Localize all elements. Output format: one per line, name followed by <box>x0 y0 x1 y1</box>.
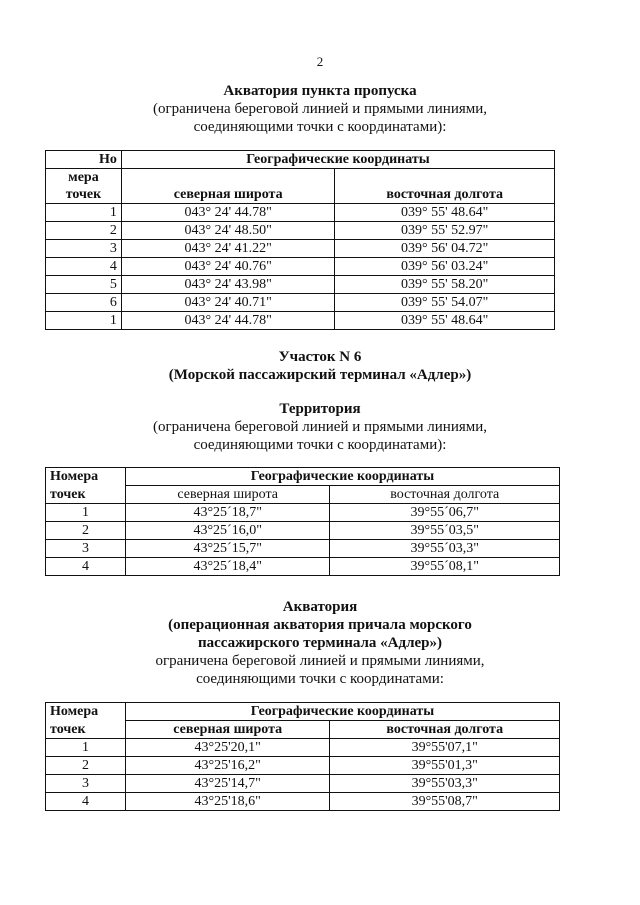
cell-num: 2 <box>46 222 122 240</box>
header-num-line1: Но <box>46 151 122 169</box>
cell-lat: 43°25'14,7" <box>125 775 330 793</box>
cell-lon: 039° 55' 52.97" <box>335 222 555 240</box>
table-row <box>46 312 555 330</box>
cell-num: 1 <box>46 739 126 757</box>
header-lon: восточная долгота <box>335 169 555 204</box>
table-row <box>46 739 560 757</box>
table-row <box>46 222 555 240</box>
section1-title: Акватория пункта пропуска <box>223 83 417 99</box>
header-num-lines <box>46 169 122 204</box>
table-row <box>46 540 560 558</box>
cell-lat: 43°25´18,7" <box>125 504 330 522</box>
coordinates-table-1 <box>45 150 555 330</box>
cell-num: 4 <box>46 558 126 576</box>
cell-lon: 039° 55' 48.64" <box>335 204 555 222</box>
header-lat: северная широта <box>125 721 330 739</box>
table-row <box>46 775 560 793</box>
section2-heading <box>0 348 640 384</box>
header-num-line2: точек <box>46 721 126 739</box>
cell-lon: 039° 55' 58.20" <box>335 276 555 294</box>
header-num-line1: Номера <box>46 468 126 486</box>
section1-subtitle-line2: соединяющими точки с координатами): <box>193 119 447 135</box>
section2-subheading <box>0 400 640 454</box>
header-num-line1: Номера <box>46 703 126 721</box>
cell-lon: 039° 56' 03.24" <box>335 258 555 276</box>
cell-lon: 39°55´08,1" <box>330 558 560 576</box>
table-row <box>46 240 555 258</box>
cell-num: 3 <box>46 540 126 558</box>
cell-num: 1 <box>46 312 122 330</box>
section3-subtitle-line1: ограничена береговой линией и прямыми линиями, <box>155 653 485 669</box>
cell-lat: 43°25'20,1" <box>125 739 330 757</box>
header-group: Географические координаты <box>125 468 559 486</box>
section3-subtitle-line2: соединяющими точки с координатами: <box>196 671 444 687</box>
cell-lat: 043° 24' 44.78" <box>121 204 335 222</box>
coordinates-table-3 <box>45 702 560 811</box>
cell-lon: 39°55'07,1" <box>330 739 560 757</box>
cell-lon: 39°55´06,7" <box>330 504 560 522</box>
cell-lat: 043° 24' 44.78" <box>121 312 335 330</box>
section3-title-line3: пассажирского терминала «Адлер») <box>197 635 443 651</box>
table-row <box>46 204 555 222</box>
cell-num: 3 <box>46 240 122 258</box>
section3-title-line2: (операционная акватория причала морского <box>168 617 472 633</box>
section2-title-line1: Участок N 6 <box>278 349 362 365</box>
section3-heading <box>0 598 640 688</box>
header-num-line2: точек <box>46 486 126 504</box>
header-lat: северная широта <box>121 169 335 204</box>
cell-num: 4 <box>46 258 122 276</box>
cell-num: 1 <box>46 504 126 522</box>
cell-lon: 39°55´03,5" <box>330 522 560 540</box>
cell-lat: 043° 24' 40.76" <box>121 258 335 276</box>
header-group: Географические координаты <box>125 703 559 721</box>
coordinates-table-2 <box>45 467 560 576</box>
table-row <box>46 276 555 294</box>
cell-lat: 043° 24' 48.50" <box>121 222 335 240</box>
header-lon: восточная долгота <box>330 486 560 504</box>
section1-heading <box>0 82 640 136</box>
header-num-line3: точек <box>65 187 102 202</box>
cell-num: 2 <box>46 757 126 775</box>
cell-num: 1 <box>46 204 122 222</box>
header-group: Географические координаты <box>121 151 554 169</box>
header-lon: восточная долгота <box>330 721 560 739</box>
cell-lon: 039° 55' 48.64" <box>335 312 555 330</box>
cell-num: 4 <box>46 793 126 811</box>
cell-lon: 039° 56' 04.72" <box>335 240 555 258</box>
section2-subtitle-line2: соединяющими точки с координатами): <box>193 437 447 453</box>
cell-lon: 39°55'03,3" <box>330 775 560 793</box>
table-row <box>46 504 560 522</box>
section2-title-line2: (Морской пассажирский терминал «Адлер») <box>168 367 472 383</box>
header-lat: северная широта <box>125 486 330 504</box>
table-row <box>46 757 560 775</box>
cell-lat: 043° 24' 40.71" <box>121 294 335 312</box>
cell-num: 3 <box>46 775 126 793</box>
cell-num: 6 <box>46 294 122 312</box>
cell-lat: 43°25´18,4" <box>125 558 330 576</box>
section1-subtitle-line1: (ограничена береговой линией и прямыми линиями, <box>152 101 488 117</box>
cell-lon: 39°55´03,3" <box>330 540 560 558</box>
section2-subtitle-line1: (ограничена береговой линией и прямыми линиями, <box>152 419 488 435</box>
cell-lat: 43°25'18,6" <box>125 793 330 811</box>
table-row <box>46 294 555 312</box>
page-number: 2 <box>316 54 324 69</box>
table-row <box>46 522 560 540</box>
cell-lon: 39°55'01,3" <box>330 757 560 775</box>
table-row <box>46 558 560 576</box>
cell-lat: 43°25´16,0" <box>125 522 330 540</box>
cell-lon: 39°55'08,7" <box>330 793 560 811</box>
cell-lat: 43°25'16,2" <box>125 757 330 775</box>
cell-num: 2 <box>46 522 126 540</box>
cell-lat: 043° 24' 41.22" <box>121 240 335 258</box>
cell-num: 5 <box>46 276 122 294</box>
section2-sub-title: Территория <box>279 401 361 417</box>
cell-lat: 43°25´15,7" <box>125 540 330 558</box>
table-row <box>46 258 555 276</box>
cell-lon: 039° 55' 54.07" <box>335 294 555 312</box>
cell-lat: 043° 24' 43.98" <box>121 276 335 294</box>
table-row <box>46 793 560 811</box>
header-num-line2: мера <box>68 170 99 185</box>
section3-title: Акватория <box>282 599 358 615</box>
